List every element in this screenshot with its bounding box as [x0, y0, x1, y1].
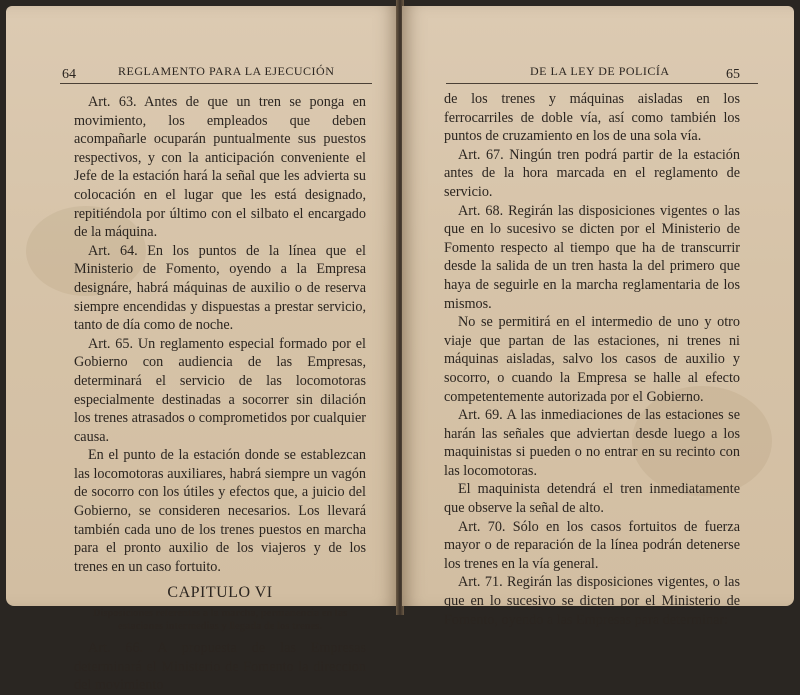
paragraph-art-64: Art. 64. En los puntos de la línea que el Ministerio de Fomento, oyendo a la Empresa designáre, habrá máquinas de auxilio o de reserva siempre encendidas y dispuestas a prestar servicio, tanto de día como de noche. — [74, 242, 366, 334]
paragraph-maquinista: El maquinista detendrá el tren inmediatamente que observe la señal de alto. — [444, 481, 740, 517]
chapter-subtitle: Disposiciones referentes a la marcha, permanencia en las estaciones intermedias y llegada de los trenes. — [92, 608, 348, 633]
paragraph-art-63: Art. 63. Antes de que un tren se ponga en movimiento, los empleados que deben acompañarle ocuparán puntualmente sus puestos respectivos, y con la anticipación conveniente el Jefe de la estación hará la señal que les advierta su colocación en el lugar que les está designado, repitiéndola por último con el silbato el encargado de la máquina. — [74, 94, 366, 241]
paragraph-art-69: Art. 69. A las inmediaciones de las estaciones se harán las señales que adviertan desde luego a los maquinistas si pueden o no entrar en su recinto con las locomotoras. — [444, 407, 740, 479]
running-header-left: REGLAMENTO PARA LA EJECUCIÓN — [118, 64, 335, 78]
paragraph-art-65: Art. 65. Un reglamento especial formado por el Gobierno con audiencia de las Empresas, determinará el servicio de las locomotoras especialmente destinadas a socorrer sin dilación los trenes atrasados o comprometidos por cualquier causa. — [74, 335, 366, 445]
paragraph-art-66: Art. 66. A propuesta de las Empresas determinará el Ministerio de Fomento la direccion del movimiento — [74, 640, 366, 694]
chapter-title: CAPITULO VI — [167, 584, 273, 602]
header-rule-left — [60, 83, 372, 84]
page-number-left: 64 — [62, 67, 76, 82]
right-page-body — [444, 90, 740, 629]
running-header-right: DE LA LEY DE POLICÍA — [530, 64, 670, 78]
paragraph-art-67: Art. 67. Ningún tren podrá partir de la estación antes de la hora marcada en el reglamento de servicio. — [444, 146, 740, 200]
paragraph-art-68: Art. 68. Regirán las disposiciones vigentes o las que en lo sucesivo se dicten por el Ministerio de Fomento respecto al tiempo que ha de transcurrir desde la salida de un tren hasta la del primero que haya de seguirle en la marcha reglamentaria de los mismos. — [444, 202, 740, 312]
page-number-right: 65 — [726, 67, 740, 82]
header-rule-right — [446, 83, 758, 84]
paragraph-art-70: Art. 70. Sólo en los casos fortuitos de fuerza mayor o de reparación de la línea podrán detenerse los trenes en la vía general. — [444, 518, 740, 572]
paragraph-continuation: de los trenes y máquinas aisladas en los ferrocarriles de doble vía, así como también los puntos de cruzamiento en los de una sola vía. — [444, 91, 740, 145]
paragraph-art-71: Art. 71. Regirán las disposiciones vigentes, o las que en lo sucesivo se dicten por el Ministerio de Fomento, oyendo a las Empresas para determinar: — [444, 574, 740, 628]
paragraph-auxiliares: En el punto de la estación donde se establezcan las locomotoras auxiliares, habrá siempre un vagón de socorro con los útiles y efectos que, a juicio del Gobierno, se consideren necesarios. Los llevará también cada uno de los trenes puestos en marcha para el pronto auxilio de los viajeros y de los trenes en un caso fortuito. — [74, 447, 366, 575]
left-page — [6, 6, 398, 694]
paragraph-intermedio: No se permitirá en el intermedio de uno y otro viaje que partan de las estaciones, ni trenes ni máquinas aisladas, salvo los casos de auxilio y socorro, o cuando la Empresa se halle al efecto competentemente autorizada por el Gobierno. — [444, 314, 740, 405]
right-page — [402, 6, 794, 628]
left-page-body — [74, 93, 366, 695]
